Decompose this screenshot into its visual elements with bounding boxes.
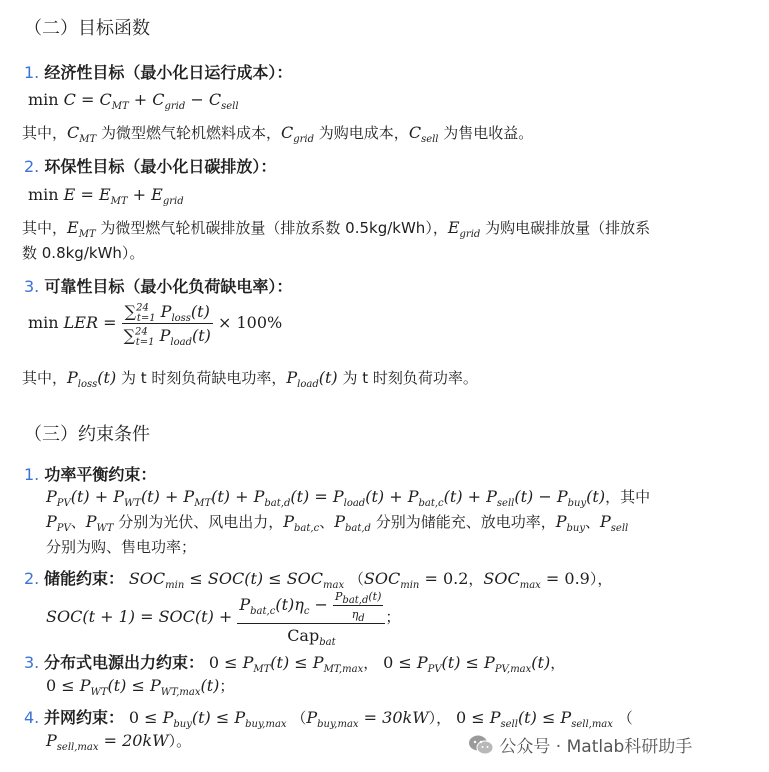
list-number: 2. [24, 569, 40, 588]
formula-soc-update: SOC(t + 1) = SOC(t) + $P_{bat,c}(t)\eta_c$ − $\frac{P_{bat,d}(t)}{\eta_d}$ Cap$_{bat}$ ； [46, 590, 401, 649]
constraint-4-line2: $P_{sell,max} = 20kW$）。 [46, 731, 192, 754]
objective-2-heading [24, 154, 276, 177]
objective-3-heading [24, 274, 292, 297]
list-number: 3. [24, 277, 40, 296]
list-number: 1. [24, 465, 40, 484]
list-number: 2. [24, 157, 40, 176]
wechat-icon [468, 734, 494, 761]
constraint-title: 功率平衡约束： [44, 465, 157, 484]
constraint-title: 储能约束： [44, 569, 125, 588]
list-number: 3. [24, 653, 40, 672]
objective-title: 经济性目标（最小化日运行成本）： [44, 63, 293, 82]
constraint-4-heading: 4. 并网约束： $0 \le P_{buy}(t) \le P_{buy,max}$ $(P_{buy,max} = 30kW)$， $0 \le P_{sell}(t) \le P_{sell,max}$ （ [24, 708, 633, 731]
constraint-title: 并网约束： [44, 708, 125, 727]
formula-min-cost: $\min C = C_{MT} + C_{grid} - C_{sell}$ [28, 90, 239, 113]
section-title-constraints: （三）约束条件 [24, 424, 150, 445]
list-number: 4. [24, 708, 40, 727]
objective-3-description: 其中，$P_{loss}(t)$ 为 t 时刻负荷缺电功率，$P_{load}(t)$ 为 t 时刻负荷功率。 [22, 368, 478, 391]
constraint-title: 分布式电源出力约束： [44, 653, 205, 672]
constraint-3-line2: $0 \le P_{WT}(t) \le P_{WT,max}(t)$； [46, 676, 235, 699]
objective-2-description-line2: 数 0.8kg/kWh）。 [22, 244, 145, 262]
objective-title: 可靠性目标（最小化负荷缺电率）： [44, 277, 293, 296]
constraint-1-description: $P_{PV}$、$P_{WT}$ 分别为光伏、风电出力，$P_{bat,c}$、$P_{bat,d}$ 分别为储能充、放电功率，$P_{buy}$、$P_{sell}$ [46, 512, 629, 535]
objective-1-heading [24, 60, 292, 83]
formula-min-ler: min LER = $\frac{\sum^{24}_{t=1} P_{loss}(t)}{\sum^{24}_{t=1} P_{load}(t)}$ × 100% [28, 302, 283, 349]
section-title-objectives: （二）目标函数 [24, 18, 150, 39]
objective-2-description: 其中，$E_{MT}$ 为微型燃气轮机碳排放量（排放系数 0.5kg/kWh），$E_{grid}$ 为购电碳排放量（排放系 [22, 218, 651, 241]
constraint-1-description-line3: 分别为购、售电功率； [46, 538, 197, 556]
objective-title: 环保性目标（最小化日碳排放）： [44, 157, 277, 176]
constraint-1-heading [24, 462, 156, 485]
watermark: 公众号 · Matlab科研助手 [468, 732, 692, 761]
formula-min-emission: $\min E = E_{MT} + E_{grid}$ [28, 185, 184, 208]
list-number: 1. [24, 63, 40, 82]
constraint-2-heading: 2. 储能约束： $SOC_{min} \le SOC(t) \le SOC_{max}$ （$SOC_{min} = 0.2$，$SOC_{max} = 0.9$）， [24, 569, 613, 592]
objective-1-description: 其中，$C_{MT}$ 为微型燃气轮机燃料成本，$C_{grid}$ 为购电成本，$C_{sell}$ 为售电收益。 [22, 123, 534, 146]
constraint-3-heading: 3. 分布式电源出力约束： $0 \le P_{MT}(t) \le P_{MT,max}$， $0 \le P_{PV}(t) \le P_{PV,max}(t)$， [24, 653, 566, 676]
formula-power-balance: $P_{PV}(t) + P_{WT}(t) + P_{MT}(t) + P_{bat,d}(t) = P_{load}(t) + P_{bat,c}(t) + P_{sell}(t) - P_{buy}(t)$，其中 [46, 487, 651, 510]
